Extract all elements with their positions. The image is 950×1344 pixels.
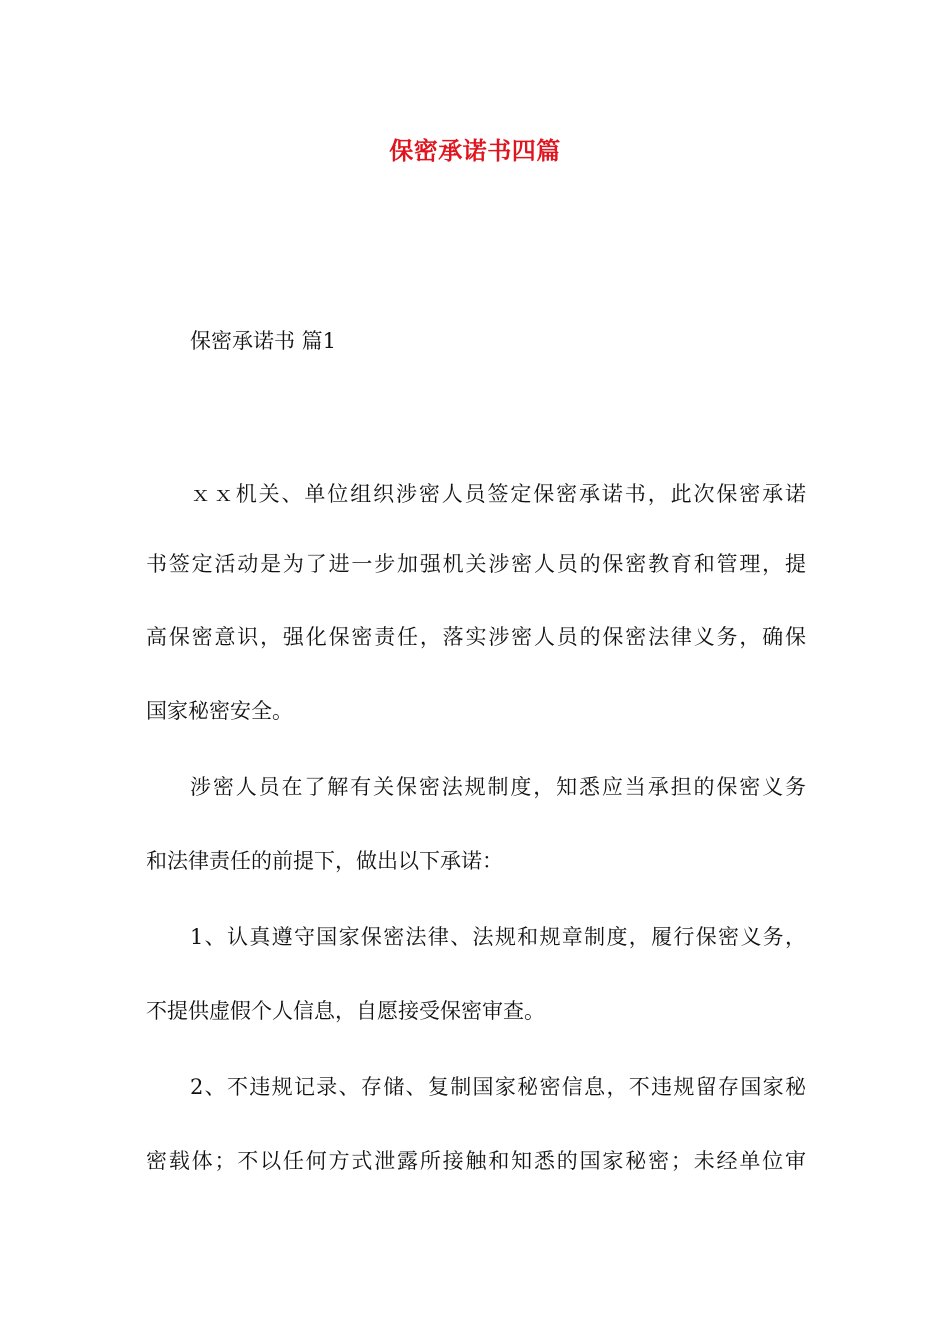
paragraph-line: 和法律责任的前提下，做出以下承诺： — [146, 849, 503, 873]
paragraph-line: ｘｘ机关、单位组织涉密人员签定保密承诺书，此次保密承诺 — [190, 482, 806, 506]
paragraph-line: 密载体；不以任何方式泄露所接触和知悉的国家秘密；未经单位审 — [146, 1149, 806, 1173]
paragraph-line: 国家秘密安全。 — [146, 699, 293, 723]
paragraph-line: 涉密人员在了解有关保密法规制度，知悉应当承担的保密义务 — [190, 775, 806, 799]
section-heading: 保密承诺书 篇1 — [190, 329, 337, 353]
paragraph-line: 不提供虚假个人信息，自愿接受保密审查。 — [146, 999, 545, 1023]
paragraph-line: 高保密意识，强化保密责任，落实涉密人员的保密法律义务，确保 — [146, 625, 806, 649]
paragraph-line: 2、不违规记录、存储、复制国家秘密信息，不违规留存国家秘 — [190, 1075, 806, 1099]
paragraph-line: 书签定活动是为了进一步加强机关涉密人员的保密教育和管理，提 — [146, 552, 806, 576]
paragraph-line: 1、认真遵守国家保密法律、法规和规章制度，履行保密义务， — [190, 925, 806, 949]
document-title: 保密承诺书四篇 — [389, 136, 561, 165]
